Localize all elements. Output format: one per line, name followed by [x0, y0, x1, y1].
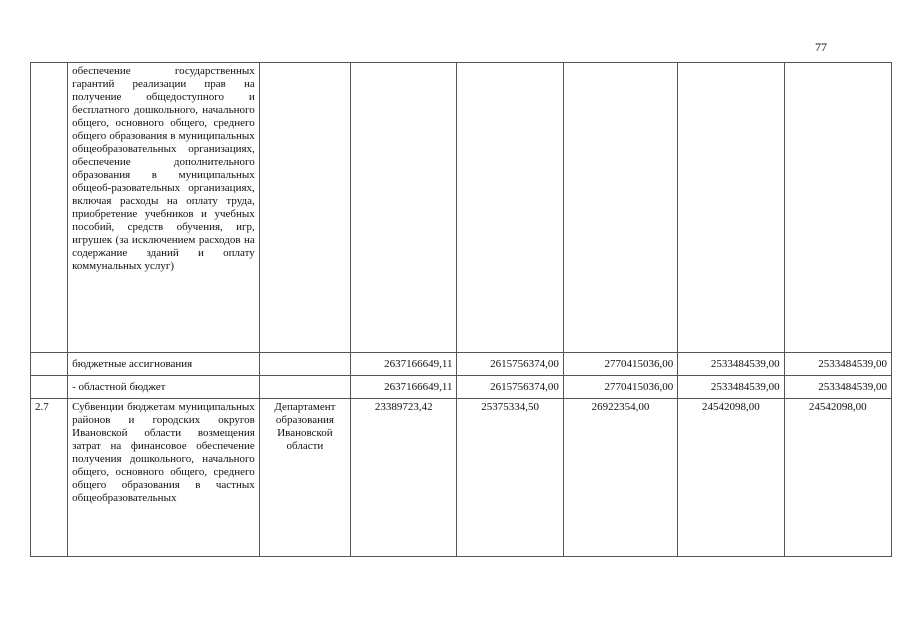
value-cell — [784, 63, 891, 353]
row-number-cell — [31, 376, 68, 399]
row-number-cell: 2.7 — [31, 399, 68, 557]
row-number-cell — [31, 353, 68, 376]
table-row — [31, 399, 892, 557]
value-cell — [351, 63, 457, 353]
executor-cell — [259, 353, 350, 376]
value-cell: 2615756374,00 — [457, 376, 563, 399]
value-cell — [678, 63, 784, 353]
value-cell: 2533484539,00 — [678, 376, 784, 399]
description-cell: - областной бюджет — [68, 376, 260, 399]
value-cell — [457, 63, 563, 353]
value-cell: 2770415036,00 — [563, 353, 677, 376]
row-number-cell — [31, 63, 68, 353]
value-cell: 2533484539,00 — [678, 353, 784, 376]
executor-cell: Департамент образования Ивановской области — [259, 399, 350, 557]
description-cell: бюджетные ассигнования — [68, 353, 260, 376]
description-cell: обеспечение государственных гарантий реализации прав на получение общедоступного и бесплатного дошкольного, начального общего, основного общего, среднего общего образования в муниципальных общеобразовательных организациях, обеспечение дополнительного образования в муниципальных общеоб-разовательных организациях, включая расходы на оплату труда, приобретение учебников и учебных пособий, средств обучения, игр, игрушек (за исключением расходов на содержание зданий и оплату коммунальных услуг) — [68, 63, 260, 353]
value-cell: 2533484539,00 — [784, 376, 891, 399]
value-cell: 24542098,00 — [678, 399, 784, 557]
table-row — [31, 63, 892, 353]
value-cell: 25375334,50 — [457, 399, 563, 557]
page-number: 77 — [815, 40, 827, 54]
value-cell: 2770415036,00 — [563, 376, 677, 399]
executor-cell — [259, 63, 350, 353]
value-cell: 26922354,00 — [563, 399, 677, 557]
value-cell: 24542098,00 — [784, 399, 891, 557]
budget-table — [30, 62, 892, 557]
executor-cell — [259, 376, 350, 399]
value-cell — [563, 63, 677, 353]
value-cell: 2637166649,11 — [351, 353, 457, 376]
value-cell: 2615756374,00 — [457, 353, 563, 376]
description-cell: Субвенции бюджетам муниципальных районов и городских округов Ивановской области возмещения затрат на финансовое обеспечение получения дошкольного, начального общего, основного общего, среднего общего образования в частных общеобразовательных — [68, 399, 260, 557]
table-row — [31, 376, 892, 399]
value-cell: 2637166649,11 — [351, 376, 457, 399]
value-cell: 2533484539,00 — [784, 353, 891, 376]
table-row — [31, 353, 892, 376]
value-cell: 23389723,42 — [351, 399, 457, 557]
